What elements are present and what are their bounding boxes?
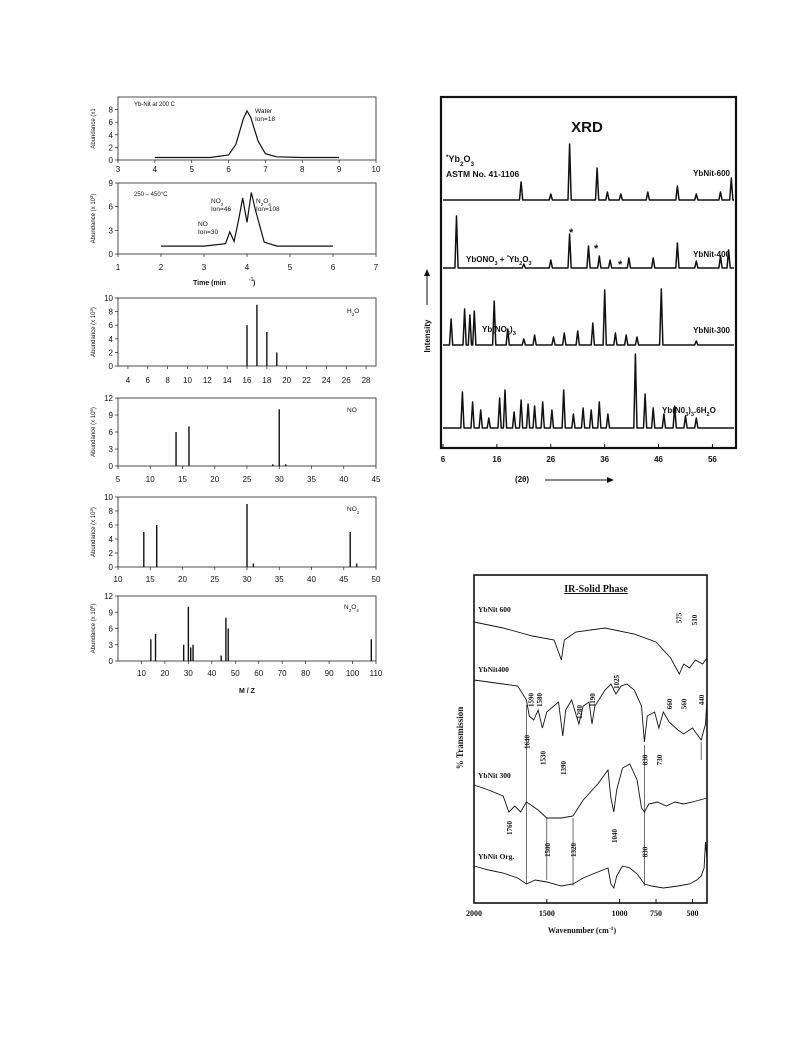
x-tick-label: 20 xyxy=(178,575,187,584)
x-tick-label: 20 xyxy=(282,376,292,385)
y-tick-label: 4 xyxy=(108,535,113,544)
ir-band-label: 510 xyxy=(690,614,699,626)
xrd-trace3-label: YbNit-300 xyxy=(693,326,730,335)
y-tick-label: 0 xyxy=(108,250,113,259)
ir-trace-1 xyxy=(474,622,707,674)
x-tick-label: 45 xyxy=(371,475,381,484)
ms-panel-2 xyxy=(89,179,379,272)
y-axis-label: Abundance (x $10^6$) xyxy=(88,603,97,654)
y-tick-label: 6 xyxy=(108,118,113,128)
x-tick-label: 6 xyxy=(330,263,336,272)
x-tick-label: 30 xyxy=(183,669,193,678)
y-tick-label: 10 xyxy=(104,294,113,303)
xrd-y-arrow-head xyxy=(424,269,430,276)
xrd-trace1-label: YbNit-600 xyxy=(693,169,730,178)
xrd-x-tick-label: 46 xyxy=(654,455,664,464)
peak-label-no-ion: Ion=30 xyxy=(198,229,219,236)
x-tick-label: 15 xyxy=(145,575,155,584)
x-tick-label: 24 xyxy=(321,376,331,385)
xrd-x-tick-label: 26 xyxy=(546,455,556,464)
x-tick-label: 90 xyxy=(324,669,334,678)
y-tick-label: 3 xyxy=(108,226,113,236)
y-tick-label: 9 xyxy=(108,608,113,618)
panel4-label: NO xyxy=(347,407,357,414)
ir-band-label: 575 xyxy=(675,612,684,624)
xrd-y-label: Intensity xyxy=(423,319,432,353)
x-tick-label: 10 xyxy=(113,575,123,584)
x-tick-label: 28 xyxy=(361,376,371,385)
panel1-label: Yb-Nit at 200 C xyxy=(134,102,176,108)
ir-y-label: % Transmission xyxy=(455,706,465,770)
y-tick-label: 12 xyxy=(104,592,113,601)
ir-band-label: 1320 xyxy=(570,843,579,857)
x-tick-label: 6 xyxy=(226,165,231,174)
ms-panel-6 xyxy=(89,592,383,678)
ir-band-label: 1280 xyxy=(575,705,584,719)
x-tick-label: 5 xyxy=(189,165,194,174)
x-tick-label: 35 xyxy=(274,575,284,584)
x-tick-label: 20 xyxy=(210,475,220,484)
x-tick-label: 4 xyxy=(152,165,158,174)
y-tick-label: 2 xyxy=(108,549,113,558)
ir-band-label: 830 xyxy=(641,754,650,766)
xrd-x-tick-label: 36 xyxy=(600,455,610,464)
x-tick-label: 70 xyxy=(277,669,287,678)
x-tick-label: 30 xyxy=(274,475,284,484)
y-tick-label: 0 xyxy=(108,362,113,371)
y-tick-label: 6 xyxy=(108,521,113,530)
x-tick-label: 40 xyxy=(307,575,316,584)
peak-label-no: NO xyxy=(198,221,208,228)
y-tick-label: 2 xyxy=(108,348,113,358)
y-tick-label: 10 xyxy=(104,493,113,502)
x-tick-label: 40 xyxy=(207,669,217,678)
x-tick-label: 4 xyxy=(244,263,250,272)
ir-x-label: Wavenumber $(cm^{-1})$ xyxy=(547,926,617,935)
x-tick-label: 1 xyxy=(115,263,121,272)
xrd-star-marker: * xyxy=(569,227,574,239)
ir-trace2-label: YbNit400 xyxy=(478,665,509,674)
ir-band-label: 1580 xyxy=(536,693,545,707)
x-tick-label: 10 xyxy=(371,165,381,174)
x-tick-label: 5 xyxy=(287,263,293,272)
mass-spec-panels xyxy=(89,97,383,695)
xrd-trace3-note: $Yb(NO_3)_3$ xyxy=(482,325,516,337)
ir-band-label: 1190 xyxy=(588,693,597,707)
ir-x-tick-label: 1500 xyxy=(538,909,555,918)
ms-panel-3 xyxy=(89,294,377,385)
y-tick-label: 8 xyxy=(108,105,113,115)
y-tick-label: 0 xyxy=(108,462,113,471)
panel6-label: $N_2O_4$ xyxy=(344,604,359,613)
y-tick-label: 6 xyxy=(108,202,113,212)
ir-band-label: 560 xyxy=(680,698,689,710)
ir-band-label: 1760 xyxy=(505,821,514,835)
ir-band-label: 1530 xyxy=(539,751,548,765)
peak-label-no2: $NO_2$ xyxy=(211,198,224,207)
x-tick-label: 3 xyxy=(115,165,121,174)
ir-band-label: 1500 xyxy=(543,843,552,857)
peak-label-no2-ion: Ion=46 xyxy=(211,206,232,213)
xrd-trace2-note: YbONO$_3$ + $^*Yb_2O_3$ xyxy=(466,255,532,267)
y-axis-label: Abundance (x $10^6$) xyxy=(88,407,97,457)
peak-label-n2o4: $N_2O_4$ xyxy=(256,198,271,207)
xrd-x-tick-label: 16 xyxy=(492,455,502,464)
ir-band-label: 1040 xyxy=(610,829,619,843)
x-tick-label: 40 xyxy=(339,475,349,484)
ms-panel-4 xyxy=(89,394,381,484)
x-axis-label-exp: -1 xyxy=(249,277,254,283)
xrd-frame xyxy=(441,97,736,448)
x-tick-label: 15 xyxy=(178,475,187,484)
y-tick-label: 4 xyxy=(108,130,113,140)
xrd-trace2-label: YbNit-400 xyxy=(693,250,730,259)
x-tick-label: 9 xyxy=(336,165,342,174)
y-tick-label: 6 xyxy=(108,624,113,634)
x-tick-label: 7 xyxy=(263,165,268,174)
ir-band-label: 1390 xyxy=(559,761,568,775)
ir-x-tick-label: 500 xyxy=(686,909,699,918)
y-axis-label: Abundance (x $10^3$) xyxy=(88,193,97,244)
xrd-title: XRD xyxy=(571,119,603,136)
y-tick-label: 3 xyxy=(108,640,113,650)
ir-x-tick-label: 750 xyxy=(650,909,663,918)
xrd-x-arrow-head xyxy=(607,477,614,483)
x-tick-label: 60 xyxy=(254,669,264,678)
x-tick-label: 20 xyxy=(160,669,170,678)
y-tick-label: 8 xyxy=(108,307,113,317)
panel3-label: $H_2O$ xyxy=(347,308,360,317)
panel5-label: $NO_2$ xyxy=(347,506,360,515)
xrd-trace4-label: $Yb(N0_3)_3.6H_2O$ xyxy=(662,406,716,418)
xrd-star-marker: * xyxy=(594,243,599,255)
x-axis-label-time: Time (min xyxy=(193,280,226,287)
x-tick-label: 25 xyxy=(242,475,252,484)
peak-label-n2o4-ion: Ion=108 xyxy=(256,206,280,213)
x-tick-label: 110 xyxy=(369,669,383,678)
y-tick-label: 9 xyxy=(108,179,113,188)
xrd-ref-label: $^*Yb_2O_3$ xyxy=(446,153,475,168)
x-tick-label: 80 xyxy=(301,669,311,678)
ir-band-label: 1590 xyxy=(527,693,536,707)
x-tick-label: 45 xyxy=(339,575,349,584)
ir-band-label: 830 xyxy=(641,846,650,858)
x-tick-label: 8 xyxy=(165,376,170,385)
xrd-panel xyxy=(423,97,736,484)
peak-label-water: Water xyxy=(255,108,273,115)
y-tick-label: 6 xyxy=(108,321,113,331)
ir-band-label: 1640 xyxy=(523,735,532,749)
ir-band-label: 660 xyxy=(666,698,675,710)
x-tick-label: 4 xyxy=(125,376,131,385)
ir-trace-4 xyxy=(474,842,707,888)
ir-band-label: 1025 xyxy=(612,675,621,689)
x-tick-label: 50 xyxy=(371,575,381,584)
x-tick-label: 16 xyxy=(242,376,252,385)
x-tick-label: 6 xyxy=(145,376,150,385)
xrd-x-tick-label: 56 xyxy=(707,455,717,464)
y-tick-label: 3 xyxy=(108,445,113,454)
y-tick-label: 4 xyxy=(108,334,113,344)
xrd-trace-3 xyxy=(443,289,734,345)
series-line xyxy=(161,193,333,247)
y-tick-label: 0 xyxy=(108,156,113,165)
x-tick-label: 10 xyxy=(183,376,192,385)
ir-trace3-label: YbNit 300 xyxy=(478,771,511,780)
x-tick-label: 30 xyxy=(242,575,252,584)
x-tick-label: 12 xyxy=(202,376,212,385)
xrd-x-label: (2θ) xyxy=(514,475,530,484)
panel2-label: 250 – 450°C xyxy=(134,192,168,198)
y-tick-label: 6 xyxy=(108,428,113,437)
ir-title: IR-Solid Phase xyxy=(564,584,628,595)
y-tick-label: 12 xyxy=(104,394,113,403)
y-tick-label: 8 xyxy=(108,507,113,516)
ir-x-tick-label: 1000 xyxy=(611,909,628,918)
x-tick-label: 7 xyxy=(373,263,379,272)
ir-x-tick-label: 2000 xyxy=(466,909,482,918)
xrd-star-marker: * xyxy=(618,259,623,271)
y-tick-label: 0 xyxy=(108,563,113,572)
x-tick-label: 8 xyxy=(300,165,305,174)
x-tick-label: 22 xyxy=(302,376,311,385)
x-tick-label: 2 xyxy=(158,263,164,272)
y-axis-label: Abundance (x $10^3$) xyxy=(88,307,97,357)
x-tick-label: 3 xyxy=(201,263,207,272)
ms-panel-5 xyxy=(89,493,381,584)
xrd-ref-astm: ASTM No. 41-1106 xyxy=(446,169,520,179)
panel-frame xyxy=(118,596,376,661)
x-tick-label: 14 xyxy=(222,376,232,385)
ir-band-label: 730 xyxy=(655,754,664,766)
ir-trace1-label: YbNit 600 xyxy=(478,605,511,614)
xrd-x-tick-label: 6 xyxy=(440,455,446,464)
ir-panel xyxy=(455,575,707,935)
x-axis-label-close: ) xyxy=(253,280,256,287)
ir-trace-2 xyxy=(474,680,707,742)
x-tick-label: 100 xyxy=(345,669,360,678)
y-axis-label: Abundance (x $10^3$) xyxy=(88,507,97,557)
y-tick-label: 0 xyxy=(108,657,113,666)
x-tick-label: 25 xyxy=(210,575,220,584)
peak-label-ion: Ion=18 xyxy=(255,116,276,123)
series-line xyxy=(155,111,339,158)
y-tick-label: 2 xyxy=(108,143,113,153)
x-tick-label: 18 xyxy=(262,376,272,385)
x-axis-label-mz: M / Z xyxy=(239,688,255,695)
y-axis-label: Abundance (x1 xyxy=(91,108,97,149)
ir-trace4-label: YbNit Org. xyxy=(478,852,515,861)
x-tick-label: 35 xyxy=(307,475,316,484)
ms-panel-1 xyxy=(91,97,381,174)
x-tick-label: 26 xyxy=(341,376,351,385)
ir-band-label: 440 xyxy=(698,694,707,706)
x-tick-label: 10 xyxy=(137,669,146,678)
panel-frame xyxy=(118,398,376,466)
ms-annotations xyxy=(134,102,360,695)
x-tick-label: 50 xyxy=(230,669,240,678)
y-tick-label: 9 xyxy=(108,411,113,420)
x-tick-label: 10 xyxy=(145,475,155,484)
x-tick-label: 5 xyxy=(115,475,121,484)
